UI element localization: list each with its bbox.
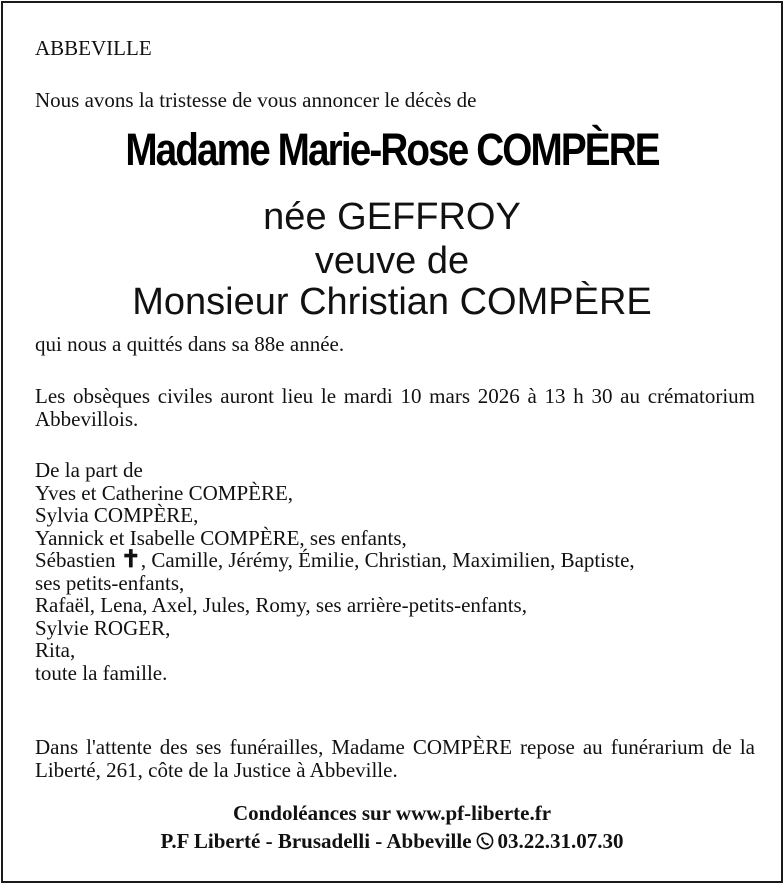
widow-of-label: veuve de [314,240,470,282]
grandchild-first: Sébastien [35,548,116,572]
phone-number: 03.22.31.07.30 [497,829,624,853]
condolences-text: Condoléances sur www.pf-liberte.fr [232,801,552,825]
family-line: Yves et Catherine COMPÈRE, [35,480,294,505]
family-line: Rita, [35,638,76,662]
cross-icon: ✝ [120,547,141,573]
grandchildren-line [35,549,755,572]
family-line: Sylvie ROGER, [35,615,171,640]
family-line: Yannick et Isabelle COMPÈRE, ses enfants, [35,525,407,550]
condolences-line [3,801,781,826]
family-line: toute la famille. [35,660,168,685]
family-from: De la part de [35,458,143,482]
phone-icon [476,831,494,849]
age-line: qui nous a quittés dans sa 88e année. [35,332,345,356]
repose-paragraph: Dans l'attente des ses funérailles, Madame COMPÈRE repose au funérarium de la Liberté, 261, côte de la Justice à Abbeville. [35,735,755,782]
funeral-home-name: P.F Liberté - Brusadelli - Abbeville [160,829,472,853]
ceremony-paragraph: Les obsèques civiles auront lieu le mardi 10 mars 2026 à 13 h 30 au crématorium Abbevillois. [35,384,755,431]
funeral-home-line [3,829,781,854]
family-list [35,459,755,684]
city-heading: ABBEVILLE [35,36,152,60]
family-line: Sylvia COMPÈRE, [35,503,199,527]
deceased-name: Madame Marie-Rose COMPÈRE [125,124,659,175]
obituary-notice [1,1,783,883]
grandchildren-label: ses petits-enfants, [35,570,185,595]
intro-text: Nous avons la tristesse de vous annoncer le décès de [35,88,477,112]
spouse-name: Monsieur Christian COMPÈRE [132,281,652,323]
great-grandchildren-line: Rafaël, Lena, Axel, Jules, Romy, ses arrière-petits-enfants, [35,593,527,617]
grandchildren-rest: , Camille, Jérémy, Émilie, Christian, Maximilien, Baptiste, [140,548,635,572]
maiden-name: née GEFFROY [263,196,521,238]
